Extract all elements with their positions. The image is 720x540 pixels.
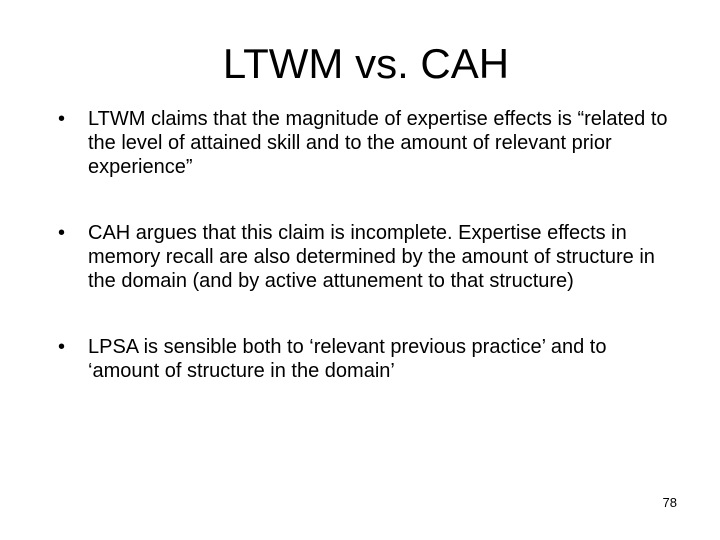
- bullet-item-cah: [58, 221, 668, 293]
- bullet-list: [58, 107, 668, 383]
- bullet-marker: •: [58, 108, 66, 130]
- bullet-marker: •: [58, 222, 66, 244]
- bullet-text: LTWM claims that the magnitude of expertise effects is “related to the level of attained skill and to the amount of relevant prior experience”: [88, 108, 668, 178]
- slide-title: LTWM vs. CAH: [222, 40, 510, 87]
- bullet-text: LPSA is sensible both to ‘relevant previous practice’ and to ‘amount of structure in the domain’: [88, 336, 607, 382]
- page-number: 78: [662, 495, 677, 510]
- bullet-item-lpsa: [58, 335, 668, 383]
- bullet-marker: •: [58, 336, 66, 358]
- bullet-item-ltwm: [58, 107, 668, 179]
- bullet-text: CAH argues that this claim is incomplete. Expertise effects in memory recall are also determined by the amount of structure in the domain (and by active attunement to that structure): [88, 222, 655, 292]
